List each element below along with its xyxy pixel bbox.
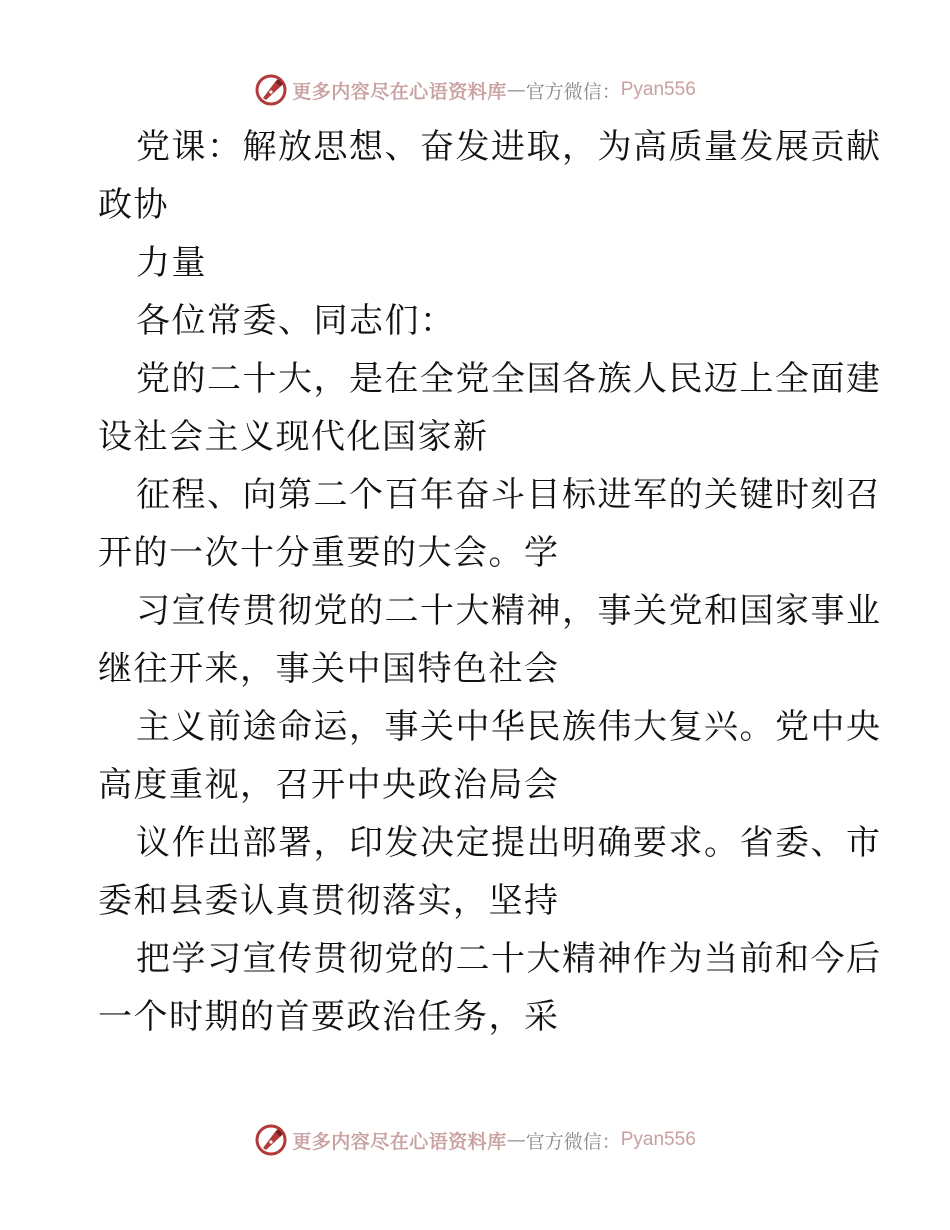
banner-dash: — — [506, 1129, 526, 1151]
document-body — [98, 118, 882, 1046]
banner-main-text: 更多内容尽在心语资料库 — [292, 1130, 507, 1153]
banner-wechat-id: Pyan556 — [620, 79, 696, 100]
text-line: 力量 — [136, 243, 207, 283]
text-line: 征程、向第二个百年奋斗目标进军的关键时刻召 — [136, 475, 882, 515]
text-line: 高度重视，召开中央政治局会 — [98, 765, 560, 805]
text-line: 党的二十大，是在全党全国各族人民迈上全面建 — [136, 359, 882, 399]
text-line: 各位常委、同志们： — [136, 301, 456, 341]
text-line: 设社会主义现代化国家新 — [98, 417, 489, 457]
text-line: 委和县委认真贯彻落实，坚持 — [98, 881, 560, 921]
text-line: 把学习宣传贯彻党的二十大精神作为当前和今后 — [136, 939, 882, 979]
banner-main-text: 更多内容尽在心语资料库 — [292, 80, 507, 103]
banner-wechat-id: Pyan556 — [620, 1129, 696, 1150]
text-line: 主义前途命运，事关中华民族伟大复兴。党中央 — [136, 707, 882, 747]
text-line: 继往开来，事关中国特色社会 — [98, 649, 560, 689]
banner-dash: — — [506, 79, 526, 101]
text-line: 一个时期的首要政治任务，采 — [98, 997, 560, 1037]
text-line: 政协 — [98, 185, 169, 225]
text-line: 开的一次十分重要的大会。学 — [98, 533, 560, 573]
text-line: 议作出部署，印发决定提出明确要求。省委、市 — [136, 823, 882, 863]
text-line: 习宣传贯彻党的二十大精神，事关党和国家事业 — [136, 591, 882, 631]
banner-wechat-label: 官方微信： — [525, 80, 621, 103]
footer-banner — [0, 1120, 950, 1160]
pen-nib-logo-icon — [254, 73, 288, 107]
header-banner — [0, 70, 950, 110]
banner-wechat-label: 官方微信： — [525, 1130, 621, 1153]
text-line: 党课：解放思想、奋发进取，为高质量发展贡献 — [136, 127, 882, 167]
pen-nib-logo-icon — [254, 1123, 288, 1157]
